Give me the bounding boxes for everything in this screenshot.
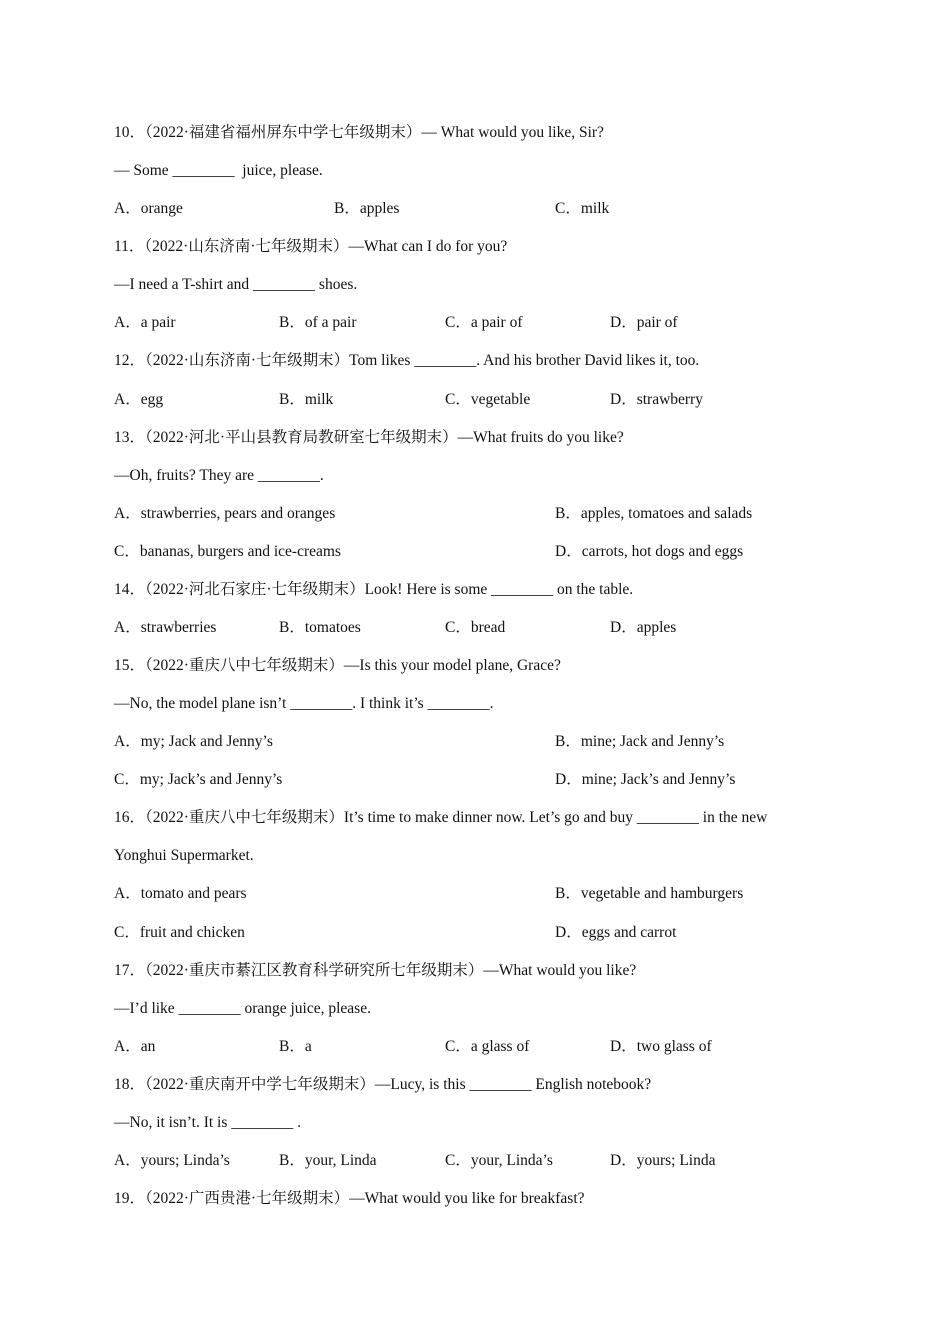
- answer-option: D．apples: [610, 618, 677, 636]
- answer-option: A．orange: [114, 200, 183, 218]
- answer-option: C．my; Jack’s and Jenny’s: [114, 771, 283, 789]
- question-stem: 19．（2022·广西贵港·七年级期末）—What would you like for breakfast?: [114, 1190, 585, 1207]
- answer-option: B．a: [279, 1037, 312, 1055]
- answer-option: B．mine; Jack and Jenny’s: [555, 733, 725, 751]
- answer-option: B．apples, tomatoes and salads: [555, 504, 753, 522]
- options-row: [114, 883, 870, 905]
- answer-option: A．yours; Linda’s: [114, 1151, 230, 1169]
- options-row: [114, 312, 870, 334]
- question-stem: 18．（2022·重庆南开中学七年级期末）—Lucy, is this ________ English notebook?: [114, 1075, 652, 1093]
- answer-option: C．your, Linda’s: [445, 1151, 553, 1169]
- question-line: Yonghui Supermarket.: [114, 847, 254, 865]
- answer-option: B．your, Linda: [279, 1151, 377, 1169]
- answer-option: A．strawberries: [114, 618, 217, 636]
- answer-option: D．two glass of: [610, 1037, 712, 1055]
- answer-option: A．tomato and pears: [114, 885, 247, 903]
- question-line: —I need a T-shirt and ________ shoes.: [114, 276, 358, 294]
- answer-option: D．pair of: [610, 314, 678, 332]
- question-stem: 11．（2022·山东济南·七年级期末）—What can I do for you?: [114, 238, 508, 256]
- question-stem: 17．（2022·重庆市綦江区教育科学研究所七年级期末）—What would you like?: [114, 961, 637, 979]
- answer-option: C．milk: [555, 200, 610, 218]
- answer-option: D．mine; Jack’s and Jenny’s: [555, 771, 736, 789]
- answer-option: D．yours; Linda: [610, 1151, 716, 1169]
- options-row: [114, 617, 870, 639]
- answer-option: C．a pair of: [445, 314, 523, 332]
- options-row: [114, 503, 870, 525]
- answer-option: C．a glass of: [445, 1037, 530, 1055]
- question-stem: 16．（2022·重庆八中七年级期末）It’s time to make dinner now. Let’s go and buy ________ in the new: [114, 809, 768, 827]
- answer-option: C．bananas, burgers and ice-creams: [114, 542, 341, 560]
- answer-option: D．eggs and carrot: [555, 923, 677, 941]
- answer-option: A．strawberries, pears and oranges: [114, 504, 336, 522]
- options-row: [114, 198, 870, 220]
- answer-option: B．vegetable and hamburgers: [555, 885, 744, 903]
- question-stem: 10．（2022·福建省福州屏东中学七年级期末）— What would you like, Sir?: [114, 124, 604, 141]
- question-line: — Some ________ juice, please.: [114, 162, 323, 180]
- question-stem: 15．（2022·重庆八中七年级期末）—Is this your model plane, Grace?: [114, 657, 561, 674]
- answer-option: B．milk: [279, 390, 334, 408]
- answer-option: C．fruit and chicken: [114, 923, 245, 941]
- options-row: [114, 389, 870, 411]
- answer-option: C．vegetable: [445, 390, 531, 408]
- options-row: [114, 769, 870, 791]
- answer-option: B．tomatoes: [279, 618, 361, 636]
- options-row: [114, 922, 870, 944]
- answer-option: A．egg: [114, 390, 164, 408]
- answer-option: A．a pair: [114, 314, 176, 332]
- question-line: —No, it isn’t. It is ________ .: [114, 1113, 302, 1131]
- answer-option: B．of a pair: [279, 314, 357, 332]
- options-row: [114, 541, 870, 563]
- options-row: [114, 1036, 870, 1058]
- answer-option: B．apples: [334, 200, 400, 218]
- question-line: —No, the model plane isn’t ________. I think it’s ________.: [114, 695, 494, 712]
- question-stem: 14．（2022·河北石家庄·七年级期末）Look! Here is some ________ on the table.: [114, 580, 634, 598]
- question-line: —Oh, fruits? They are ________.: [114, 466, 324, 484]
- answer-option: D．carrots, hot dogs and eggs: [555, 542, 744, 560]
- answer-option: A．my; Jack and Jenny’s: [114, 733, 273, 751]
- question-line: —I’d like ________ orange juice, please.: [114, 999, 371, 1017]
- answer-option: D．strawberry: [610, 390, 703, 408]
- options-row: [114, 731, 870, 753]
- question-stem: 13．（2022·河北·平山县教育局教研室七年级期末）—What fruits do you like?: [114, 428, 624, 446]
- question-stem: 12．（2022·山东济南·七年级期末）Tom likes ________. And his brother David likes it, too.: [114, 352, 700, 370]
- answer-option: A．an: [114, 1037, 156, 1055]
- answer-option: C．bread: [445, 618, 506, 636]
- options-row: [114, 1150, 870, 1172]
